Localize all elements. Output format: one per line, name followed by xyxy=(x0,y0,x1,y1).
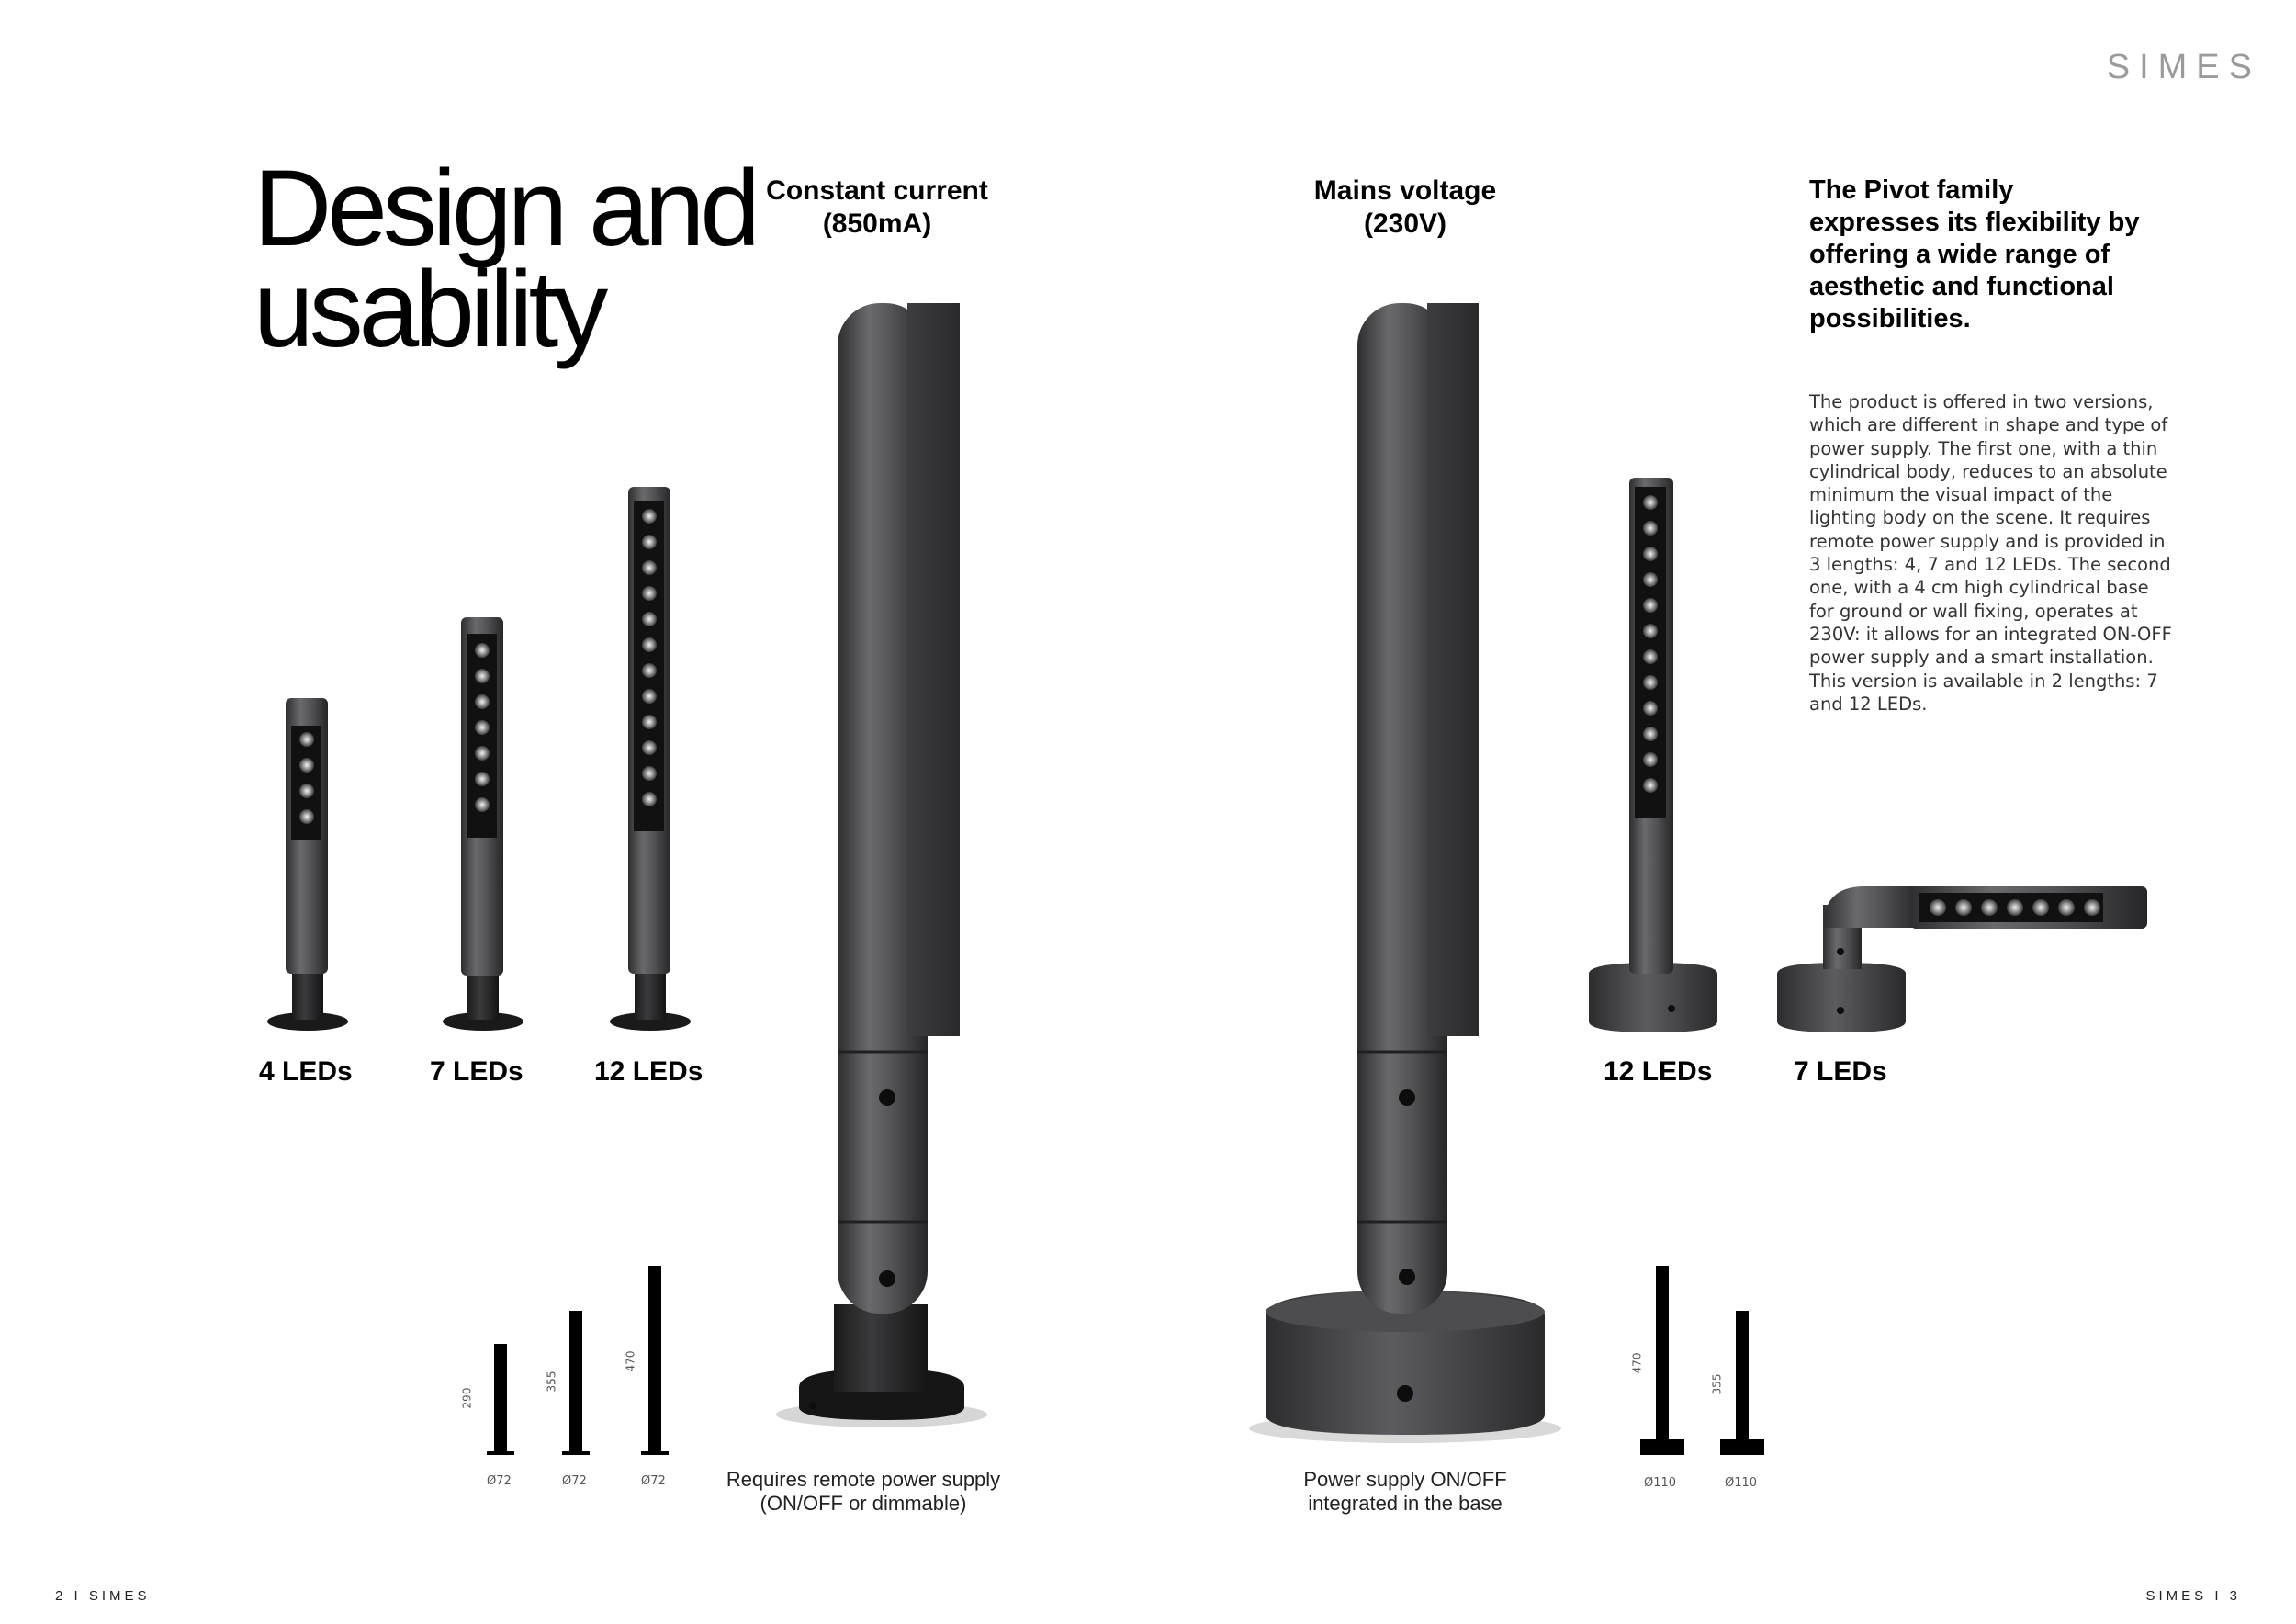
dim-height-470-right: 470 xyxy=(1630,1352,1644,1374)
dimension-drawings-right xyxy=(1640,1266,1764,1455)
heading-mains-line-2: (230V) xyxy=(1363,209,1447,239)
large-pole-constant-current xyxy=(776,303,987,1427)
dim-diameter-110-a: Ø110 xyxy=(1644,1476,1677,1490)
caption-constant-line-2: (ON/OFF or dimmable) xyxy=(760,1492,967,1515)
heading-mains-line-1: Mains voltage xyxy=(1313,175,1497,206)
dim-diameter-72-b: Ø72 xyxy=(562,1474,587,1488)
label-7-leds: 7 LEDs xyxy=(430,1056,523,1087)
pole-4-leds xyxy=(267,698,348,1031)
dim-height-355: 355 xyxy=(545,1370,558,1393)
dim-diameter-72-c: Ø72 xyxy=(641,1474,666,1488)
title-line-2: usability xyxy=(253,249,604,370)
pole-12-leds xyxy=(610,487,691,1031)
caption-mains-line-1: Power supply ON/OFF xyxy=(1303,1468,1507,1491)
dim-diameter-110-b: Ø110 xyxy=(1725,1476,1758,1490)
caption-mains-line-2: integrated in the base xyxy=(1308,1492,1503,1515)
heading-constant-current xyxy=(735,175,1019,241)
dim-height-470: 470 xyxy=(624,1350,637,1372)
caption-constant-line-1: Requires remote power supply xyxy=(726,1468,1001,1491)
footer-left-page-number: 2 I SIMES xyxy=(55,1588,151,1604)
label-12-leds-base: 12 LEDs xyxy=(1604,1056,1713,1087)
label-7-leds-wall: 7 LEDs xyxy=(1794,1056,1887,1087)
dim-height-355-right: 355 xyxy=(1710,1373,1724,1395)
brand-logo: SIMES xyxy=(2106,48,2261,86)
page-title xyxy=(253,148,756,370)
pole-7-leds xyxy=(443,617,523,1031)
dimension-drawings-left xyxy=(487,1266,669,1455)
heading-constant-line-2: (850mA) xyxy=(822,209,932,239)
title-line-1: Design and xyxy=(253,148,756,269)
footer-right-page-number: SIMES I 3 xyxy=(2145,1588,2241,1604)
side-headline: The Pivot family expresses its flexibility by offering a wide range of aesthetic and functional possibilities. xyxy=(1809,175,2140,333)
heading-constant-line-1: Constant current xyxy=(766,175,988,206)
dim-height-290: 290 xyxy=(460,1387,474,1409)
caption-constant-current xyxy=(707,1468,1019,1516)
dim-diameter-72-a: Ø72 xyxy=(487,1474,512,1488)
pole-12-leds-base xyxy=(1589,478,1717,1032)
large-pole-mains-voltage xyxy=(1249,303,1561,1443)
side-body-text: The product is offered in two versions, which are different in shape and type of power supply. The first one, with a thin cylindrical body, reduces to an absolute minimum the visual impact of the lighting body on the scene. It requires remote power supply and is provided in 3 lengths: 4, 7 and 12 LEDs. The second one, with a 4 cm high cylindrical base for ground or wall fixing, operates at 230V: it allows for an integrated ON-OFF power supply and a smart installation. This version is available in 2 lengths: 7 and 12 LEDs. xyxy=(1809,391,2172,715)
label-4-leds: 4 LEDs xyxy=(259,1056,353,1087)
wall-7-leds xyxy=(1777,886,2147,1032)
caption-mains-voltage xyxy=(1267,1468,1543,1516)
heading-mains-voltage xyxy=(1267,175,1543,241)
label-12-leds: 12 LEDs xyxy=(594,1056,703,1087)
